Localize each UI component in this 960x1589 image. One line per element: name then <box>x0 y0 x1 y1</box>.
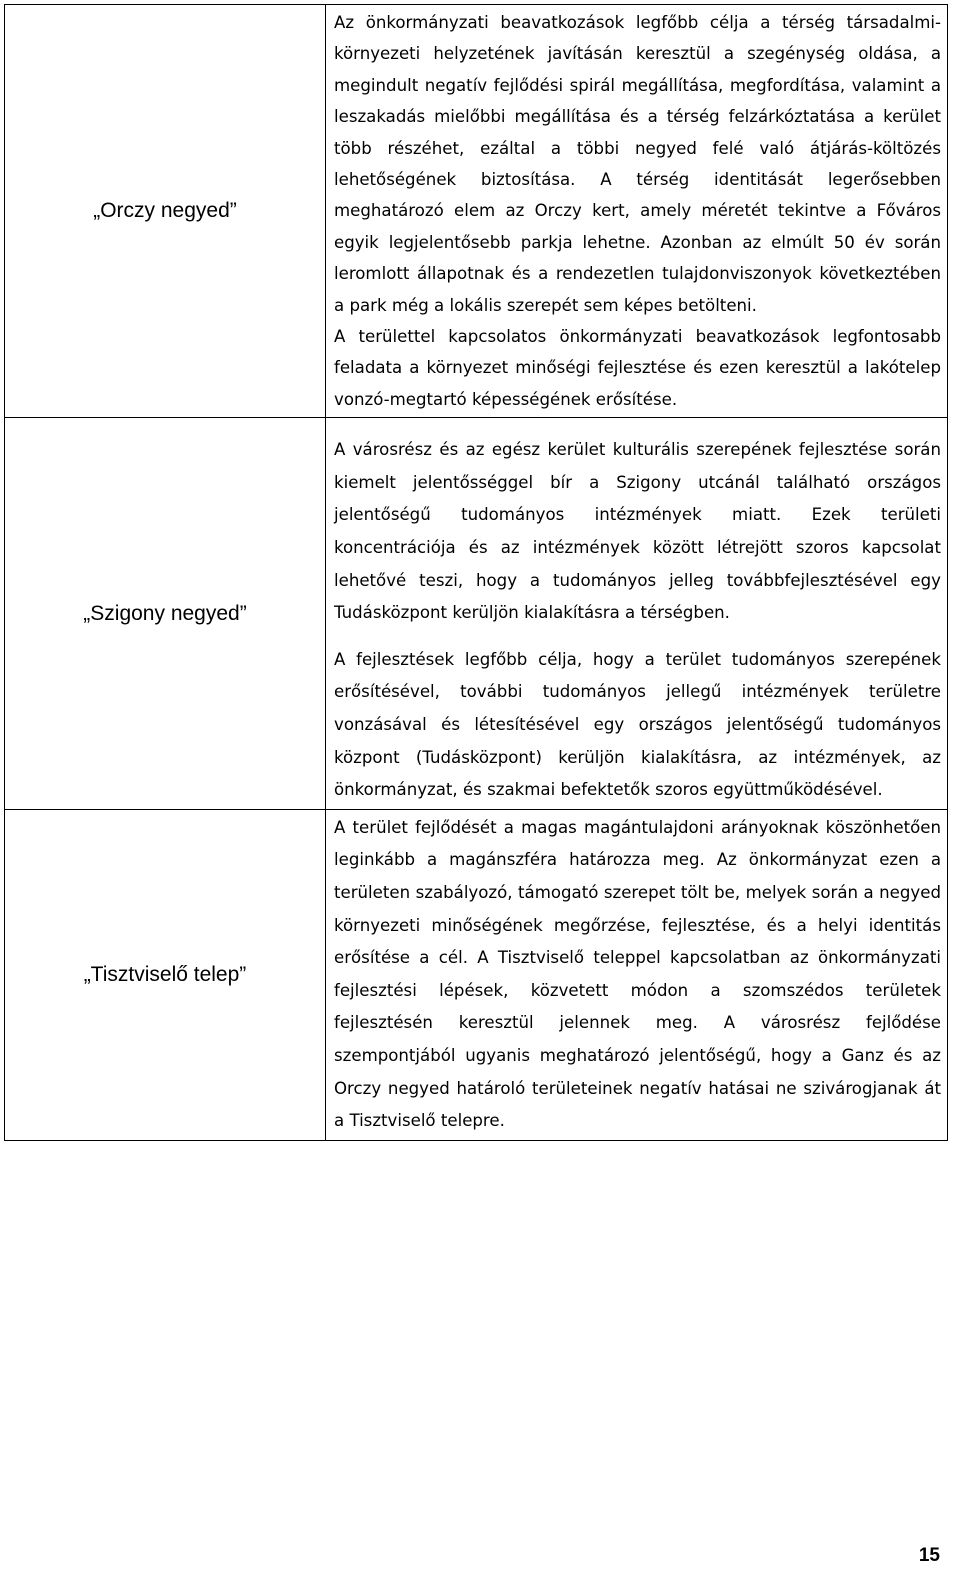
neighborhood-table <box>4 4 948 1141</box>
table-row <box>5 5 948 418</box>
row-label-tisztviselo: „Tisztviselő telep” <box>5 809 326 1140</box>
paragraph: A városrész és az egész kerület kulturális szerepének fejlesztése során kiemelt jelentősséggel bír a Szigony utcánál található országos jelentőségű tudományos intézmények miatt. Ezek területi koncentrációja és az intézmények között létrejött szoros kapcsolat lehetővé teszi, hogy a tudományos jelleg továbbfejlesztésével egy Tudásközpont kerüljön kialakításra a térségben. <box>334 440 941 623</box>
row-content-tisztviselo <box>326 809 948 1140</box>
row-content-orczy <box>326 5 948 418</box>
page-number: 15 <box>918 1545 940 1566</box>
table-row <box>5 418 948 810</box>
row-content-szigony <box>326 418 948 810</box>
paragraph: A területtel kapcsolatos önkormányzati beavatkozások legfontosabb feladata a környezet minőségi fejlesztése és ezen keresztül a lakótelep vonzó-megtartó képességének erősítése. <box>334 327 941 409</box>
table-row <box>5 809 948 1140</box>
paragraph: Az önkormányzati beavatkozások legfőbb célja a térség társadalmi-környezeti helyzetének javításán keresztül a szegénység oldása, a megindult negatív fejlődési spirál megállítása, megfordítása, valamint a leszakadás mielőbbi megállítása és a térség felzárkóztatása a kerület több részéhet, ezáltal a többi negyed felé való átjárás-költözés lehetőségének biztosítása. A térség identitását legerősebben meghatározó elem az Orczy kert, amely méretét tekintve a Főváros egyik legjelentősebb parkja lehetne. Azonban az elmúlt 50 év során leromlott állapotnak és a rendezetlen tulajdonviszonyok következtében a park még a lokális szerepét sem képes betölteni. <box>334 13 941 315</box>
row-label-szigony: „Szigony negyed” <box>5 418 326 810</box>
row-label-orczy: „Orczy negyed” <box>5 5 326 418</box>
paragraph: A terület fejlődését a magas magántulajdoni arányoknak köszönhetően leginkább a magánszféra határozza meg. Az önkormányzat ezen a területen szabályozó, támogató szerepet tölt be, melyek során a negyed környezeti minőségének megőrzése, fejlesztése, és a helyi identitás erősítése a cél. A Tisztviselő teleppel kapcsolatban az önkormányzati fejlesztési lépések, közvetett módon a szomszédos területek fejlesztésén keresztül jelennek meg. A városrész fejlődése szempontjából ugyanis meghatározó jelentőségű, hogy a Ganz és az Orczy negyed határoló területeinek negatív hatásai ne szivárogjanak át a Tisztviselő telepre. <box>334 817 941 1131</box>
paragraph: A fejlesztések legfőbb célja, hogy a terület tudományos szerepének erősítésével, további tudományos jellegű intézmények területre vonzásával és létesítésével egy országos jelentőségű tudományos központ (Tudásközpont) kerüljön kialakításra, az intézmények, az önkormányzat, és szakmai befektetők szoros együttműködésével. <box>334 649 941 800</box>
